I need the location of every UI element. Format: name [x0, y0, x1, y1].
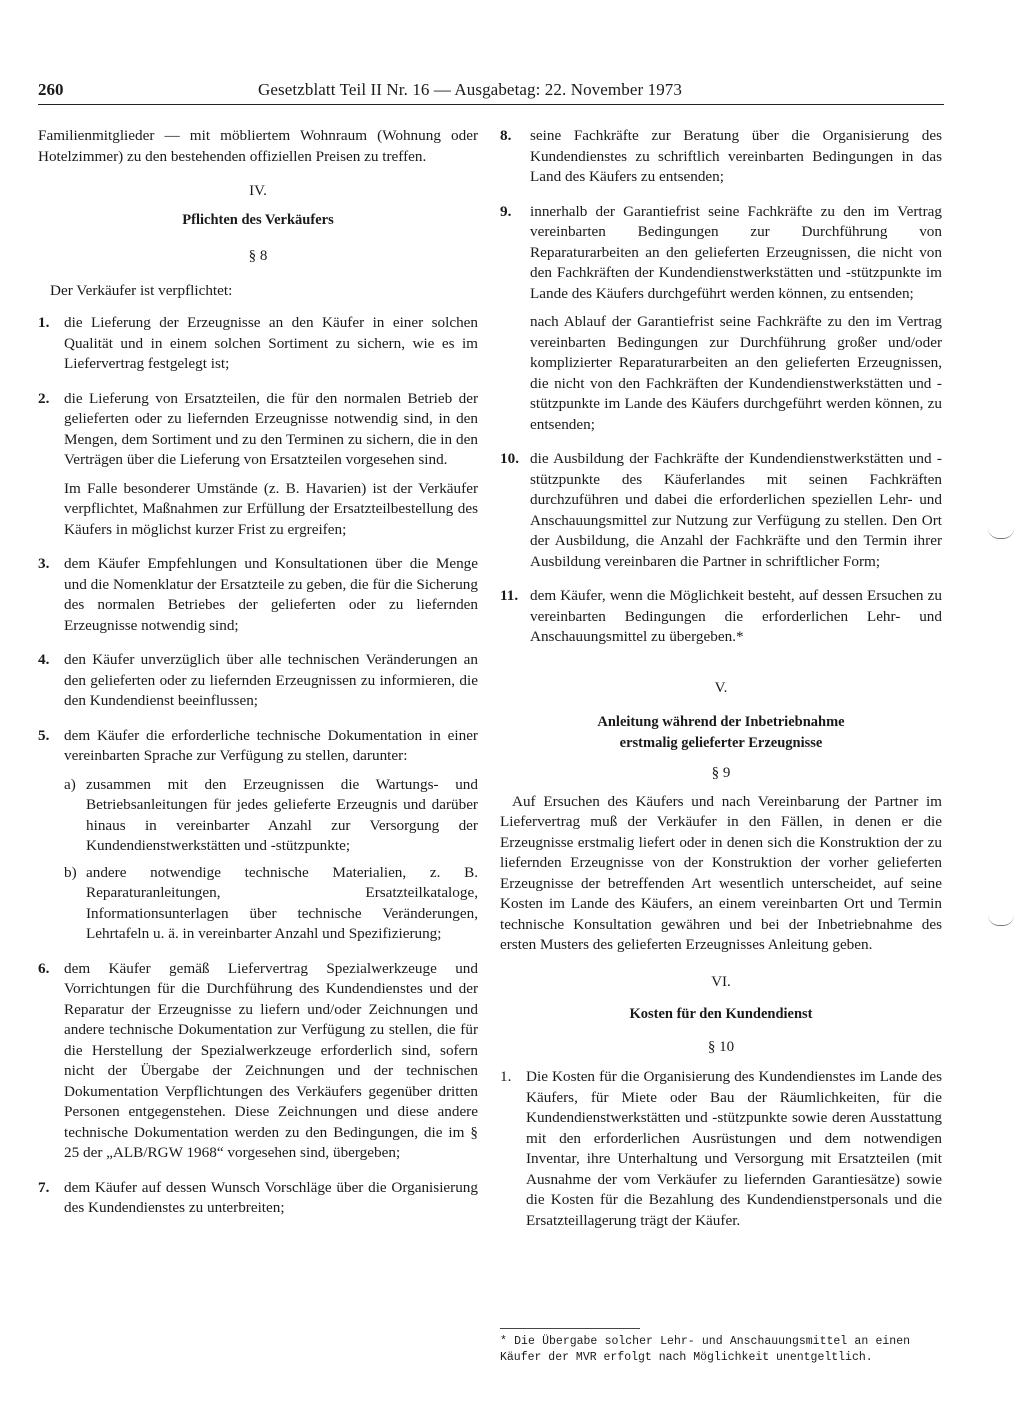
item-text: dem Käufer gemäß Liefervertrag Spezialwerkzeuge und Vorrichtungen für die Durchführung des Kundendienstes und der Reparatur der Erzeugnisse zu liefern und/oder Zeichnungen und andere technische Dokumentation zur Verfügung zu stellen, die für die Herstellung der Spezialwerkzeuge erforderlich sind, sofern nicht der Übergabe der Zeichnungen und der technischen Dokumentation Verpflichtungen des Verkäufers gegenüber dritten Personen entgegenstehen. Diese Zeichnungen und diese andere technische Dokumentation werden zu den Bedingungen, die im § 25 der „ALB/RGW 1968“ vorgesehen sind, übergeben;	[64, 959, 478, 1161]
running-title: Gesetzblatt Teil II Nr. 16 — Ausgabetag: 22. November 1973	[258, 80, 683, 99]
list-item	[500, 126, 942, 188]
item-number: 4.	[38, 651, 50, 668]
section-v-title-line2: erstmalig gelieferter Erzeugnisse	[619, 734, 823, 751]
item-number: 1.	[500, 1068, 512, 1085]
list-item	[38, 959, 478, 1164]
page-number: 260	[38, 80, 64, 99]
list-item	[500, 449, 942, 572]
section-iv-numeral: IV.	[249, 183, 267, 199]
item-number: 1.	[38, 314, 50, 331]
item-text: dem Käufer die erforderliche technische Dokumentation in einer vereinbarten Sprache zur Verfügung zu stellen, darunter:	[64, 726, 478, 764]
sub-item-text: andere notwendige technische Materialien, z. B. Reparaturanleitungen, Ersatzteilkataloge, Informationsunterlagen über technische Veränderungen, Lehrtafeln u. ä. in vereinbarter Anzahl und Spezifizierung;	[86, 863, 478, 942]
sub-item-letter: a)	[64, 775, 76, 793]
list-item	[38, 650, 478, 712]
list-item	[38, 389, 478, 471]
margin-mark	[988, 915, 1014, 926]
item-number: 3.	[38, 555, 50, 572]
item-text: innerhalb der Garantiefrist seine Fachkräfte zu den im Vertrag vereinbarten Bedingungen zur Durchführung von Reparaturarbeiten an den gelieferten Erzeugnissen, die nicht von den Fachkräften der Kundendienstwerkstätten und -stützpunkte im Lande des Käufers durchgeführt werden können, zu entsenden;	[530, 202, 942, 302]
list-item	[500, 586, 942, 648]
item-text: dem Käufer, wenn die Möglichkeit besteht, auf dessen Ersuchen zu vereinbarten Bedingungen die erforderlichen Lehr- und Anschauungsmittel zu übergeben.*	[530, 587, 942, 645]
footnote-divider	[500, 1328, 640, 1329]
section-v-numeral: V.	[714, 679, 728, 696]
list-item	[38, 313, 478, 375]
list-item	[500, 1067, 942, 1231]
item-text: die Lieferung der Erzeugnisse an den Käufer in einer solchen Qualität und in einem solchen Sortiment zu sichern, wie es im Liefervertrag festgelegt ist;	[64, 314, 478, 372]
item-continuation: Im Falle besonderer Umstände (z. B. Havarien) ist der Verkäufer verpflichtet, Maßnahmen zur Erfüllung der Ersatzteilbestellung des Käufers in möglichst kurzer Frist zu ergreifen;	[64, 479, 478, 538]
item-number: 10.	[500, 450, 519, 467]
intro-paragraph: Familienmitglieder — mit möbliertem Wohnraum (Wohnung oder Hotelzimmer) zu den bestehenden offiziellen Preisen zu treffen.	[38, 127, 478, 165]
footnote: * Die Übergabe solcher Lehr- und Anschauungsmittel an einen Käufer der MVR erfolgt nach Möglichkeit unentgeltlich.	[500, 1335, 910, 1364]
item-number: 6.	[38, 959, 50, 977]
list-item	[38, 1178, 478, 1219]
item-continuation: nach Ablauf der Garantiefrist seine Fachkräfte zu den im Vertrag vereinbarten Bedingungen zur Durchführung großer und/oder komplizierter Reparaturarbeiten an den gelieferten Erzeugnissen, die nicht von den Fachkräften der Kundendienstwerkstätten und -stützpunkte im Lande des Käufers durchgeführt werden können, zu entsenden;	[530, 313, 942, 433]
left-column	[38, 126, 478, 1219]
section-iv-title: Pflichten des Verkäufers	[182, 211, 334, 228]
section-vi-title: Kosten für den Kundendienst	[629, 1006, 813, 1022]
item-text: dem Käufer auf dessen Wunsch Vorschläge über die Organisierung des Kundendienstes zu unterbreiten;	[64, 1178, 478, 1216]
paragraph-10-sign: § 10	[707, 1038, 735, 1055]
section-vi-numeral: VI.	[711, 973, 731, 990]
sub-list-item	[64, 775, 478, 857]
item-number: 7.	[38, 1178, 50, 1196]
item-number: 9.	[500, 202, 512, 220]
item-text: den Käufer unverzüglich über alle technischen Veränderungen an den gelieferten oder zu liefernden Erzeugnissen zu informieren, die den Kundendienst beeinflussen;	[64, 651, 478, 709]
sub-item-letter: b)	[64, 863, 77, 881]
section-v-title-line1: Anleitung während der Inbetriebnahme	[597, 714, 845, 730]
item-text: dem Käufer Empfehlungen und Konsultationen über die Menge und die Nomenklatur der Ersatzteile zu geben, die für die Sicherung des normalen Betriebes der gelieferten oder zu liefernden Erzeugnisse notwendig sind;	[64, 555, 478, 634]
item-text: seine Fachkräfte zur Beratung über die Organisierung des Kundendienstes zu schriftlich vereinbarten Bedingungen in das Land des Käufers zu entsenden;	[530, 127, 942, 185]
page-header	[38, 78, 944, 105]
list-item	[38, 554, 478, 636]
item-number: 8.	[500, 127, 512, 144]
sub-item-text: zusammen mit den Erzeugnissen die Wartungs- und Betriebsanleitungen für jedes gelieferte Erzeugnis und darüber hinaus in vereinbarter Anzahl zur Versorgung der Kundendienstwerkstätten und -stützpunkte;	[86, 775, 478, 854]
item-text: die Ausbildung der Fachkräfte der Kundendienstwerkstätten und -stützpunkte des Käuferlandes mit seinen Fachkräften durchzuführen und dabei die erforderlichen speziellen Lehr- und Anschauungsmittel zur Nutzung zur Verfügung zu stellen. Den Ort der Ausbildung, die Anzahl der Fachkräfte und den Termin ihrer Ausbildung vereinbaren die Partner in schriftlicher Form;	[530, 450, 942, 570]
obligations-lead: Der Verkäufer ist verpflichtet:	[50, 281, 233, 299]
item-text: Die Kosten für die Organisierung des Kundendienstes im Lande des Käufers, für Miete oder Bau der Räumlichkeiten, für die Kundendienstwerkstätten und -stützpunkte sowie deren Ausstattung mit den erforderlichen Ausrüstungen und dem notwendigen Inventar, ihre Unterhaltung und Versorgung mit Ersatzteilen (mit Ausnahme der vom Verkäufer zu liefernden Garantiesätze) sowie die Kosten für die Bezahlung des Kundendienstpersonals und die Ersatzteillagerung trägt der Käufer.	[526, 1068, 942, 1229]
item-text: die Lieferung von Ersatzteilen, die für den normalen Betrieb der gelieferten oder zu liefernden Erzeugnisse notwendig sind, in den Mengen, dem Sortiment und zu den Terminen zu sichern, die in den Verträgen über die Lieferung von Ersatzteilen vorgesehen sind.	[64, 389, 478, 468]
right-column	[500, 126, 942, 1231]
item-number: 11.	[500, 587, 519, 604]
item-number: 5.	[38, 726, 50, 744]
list-item	[38, 726, 478, 767]
paragraph-9-sign: § 9	[711, 765, 731, 781]
item-number: 2.	[38, 389, 50, 407]
section-v-text: Auf Ersuchen des Käufers und nach Vereinbarung der Partner im Liefervertrag muß der Verkäufer in den Fällen, in denen er die Erzeugnisse erstmalig liefert oder in denen sich die Konstruktion der zu liefernden Erzeugnisse von der Konstruktion der vorher gelieferten Erzeugnisse der betreffenden Art wesentlich unterscheidet, auf seine Kosten im Lande des Käufers, an einem vereinbarten Ort und Termin technische Konsultation gewähren und bei der Inbetriebnahme des ersten Musters des gelieferten Erzeugnisses Anleitung geben.	[500, 792, 942, 953]
margin-mark	[988, 528, 1014, 539]
paragraph-8-sign: § 8	[248, 248, 268, 264]
sub-list-item	[64, 863, 478, 945]
list-item	[500, 202, 942, 305]
